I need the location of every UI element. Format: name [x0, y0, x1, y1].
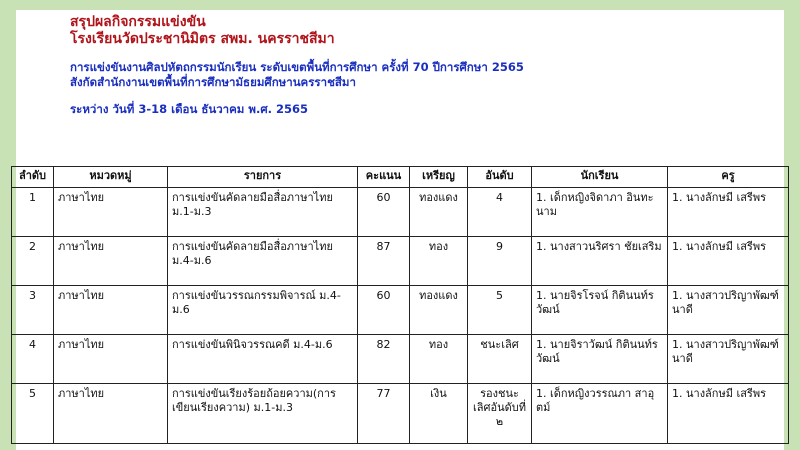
table-row: [12, 286, 789, 335]
cell-no: 3: [12, 286, 54, 335]
column-header-rank: อันดับ: [468, 167, 532, 188]
cell-student: 1. นายจิราวัฒน์ กิตินนท์รวัฒน์: [532, 335, 668, 384]
column-header-event: รายการ: [168, 167, 358, 188]
cell-teacher: 1. นางสาวปริญาพัฒฑ์ นาดี: [668, 286, 789, 335]
header-date-range: ระหว่าง วันที่ 3-18 เดือน ธันวาคม พ.ศ. 2565: [70, 102, 309, 116]
table-row: [12, 335, 789, 384]
column-header-student: นักเรียน: [532, 167, 668, 188]
column-header-no: ลำดับ: [12, 167, 54, 188]
header-subtitle-line-2: สังกัดสำนักงานเขตพื้นที่การศึกษามัธยมศึกษานครราชสีมา: [70, 75, 356, 89]
table-row: [12, 384, 789, 444]
header-subtitle-line-1: การแข่งขันงานศิลปหัตถกรรมนักเรียน ระดับเขตพื้นที่การศึกษา ครั้งที่ 70 ปีการศึกษา 2565: [70, 60, 524, 74]
cell-score: 87: [358, 237, 410, 286]
cell-event: การแข่งขันคัดลายมือสื่อภาษาไทย ม.1-ม.3: [168, 188, 358, 237]
cell-category: ภาษาไทย: [54, 188, 168, 237]
table-row: [12, 237, 789, 286]
cell-rank: 4: [468, 188, 532, 237]
cell-student: 1. เด็กหญิงจิดาภา อินทะนาม: [532, 188, 668, 237]
header-title-line-2: โรงเรียนวัดประชานิมิตร สพม. นครราชสีมา: [70, 31, 335, 47]
cell-medal: เงิน: [410, 384, 468, 444]
cell-teacher: 1. นางลักษมี เสรีพร: [668, 384, 789, 444]
cell-event: การแข่งขันคัดลายมือสื่อภาษาไทย ม.4-ม.6: [168, 237, 358, 286]
cell-rank: 5: [468, 286, 532, 335]
cell-event: การแข่งขันเรียงร้อยถ้อยความ(การเขียนเรียงความ) ม.1-ม.3: [168, 384, 358, 444]
cell-medal: ทองแดง: [410, 286, 468, 335]
cell-teacher: 1. นางสาวปริญาพัฒฑ์ นาดี: [668, 335, 789, 384]
column-header-category: หมวดหมู่: [54, 167, 168, 188]
cell-rank: ชนะเลิศ: [468, 335, 532, 384]
cell-teacher: 1. นางลักษมี เสรีพร: [668, 237, 789, 286]
cell-score: 60: [358, 188, 410, 237]
cell-student: 1. นางสาวนริศรา ชัยเสริม: [532, 237, 668, 286]
table-header-row: [12, 167, 789, 188]
cell-rank: 9: [468, 237, 532, 286]
column-header-score: คะแนน: [358, 167, 410, 188]
cell-no: 5: [12, 384, 54, 444]
document-header: [70, 14, 750, 117]
column-header-teacher: ครู: [668, 167, 789, 188]
cell-event: การแข่งขันพินิจวรรณคดี ม.4-ม.6: [168, 335, 358, 384]
cell-medal: ทอง: [410, 335, 468, 384]
cell-category: ภาษาไทย: [54, 384, 168, 444]
cell-category: ภาษาไทย: [54, 237, 168, 286]
column-header-medal: เหรียญ: [410, 167, 468, 188]
results-table: [11, 166, 789, 444]
cell-no: 4: [12, 335, 54, 384]
cell-teacher: 1. นางลักษมี เสรีพร: [668, 188, 789, 237]
cell-category: ภาษาไทย: [54, 335, 168, 384]
cell-event: การแข่งขันวรรณกรรมพิจารณ์ ม.4-ม.6: [168, 286, 358, 335]
cell-no: 1: [12, 188, 54, 237]
cell-score: 77: [358, 384, 410, 444]
cell-student: 1. นายจิรโรจน์ กิตินนท์รวัฒน์: [532, 286, 668, 335]
cell-score: 60: [358, 286, 410, 335]
cell-rank: รองชนะเลิศอันดับที่ ๒: [468, 384, 532, 444]
header-title-line-1: สรุปผลกิจกรรมแข่งขัน: [70, 14, 206, 30]
cell-score: 82: [358, 335, 410, 384]
cell-no: 2: [12, 237, 54, 286]
table-row: [12, 188, 789, 237]
cell-category: ภาษาไทย: [54, 286, 168, 335]
cell-student: 1. เด็กหญิงวรรณภา สาอุตม์: [532, 384, 668, 444]
cell-medal: ทองแดง: [410, 188, 468, 237]
cell-medal: ทอง: [410, 237, 468, 286]
